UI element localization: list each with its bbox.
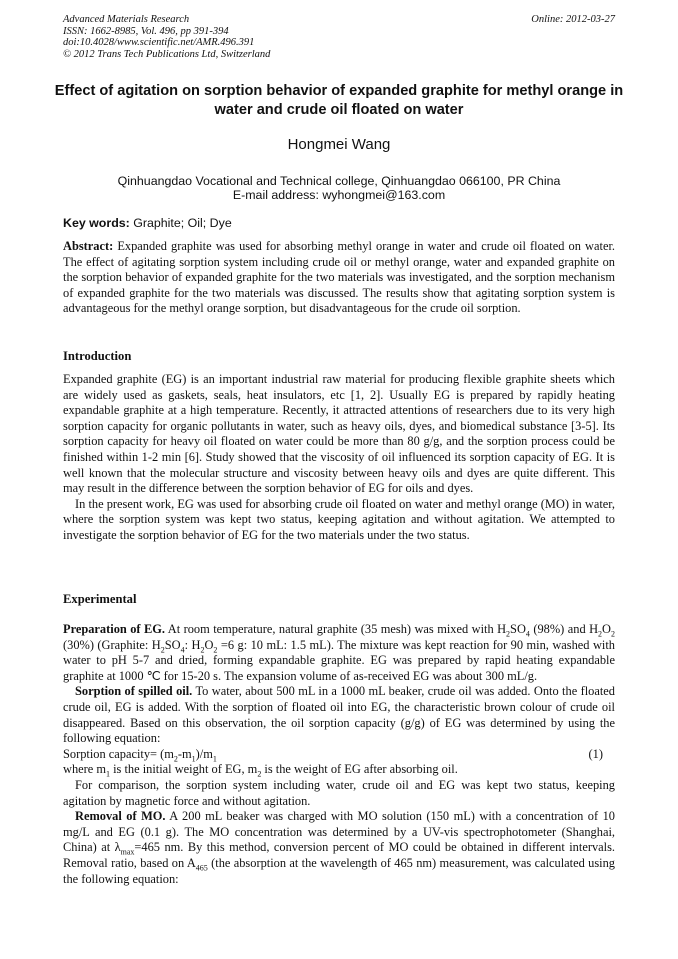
where-part: where m <box>63 762 107 777</box>
equation-number: (1) <box>588 746 603 761</box>
abstract-label: Abstract: <box>63 239 114 253</box>
mo-paragraph <box>63 809 615 887</box>
affiliation-line: Qinhuangdao Vocational and Technical college, Qinhuangdao 066100, PR China <box>117 174 561 188</box>
subscript: 1 <box>212 754 217 764</box>
subscript: 2 <box>200 645 205 655</box>
subscript: 4 <box>180 645 185 655</box>
subscript: 4 <box>525 629 530 639</box>
subscript: 1 <box>106 769 111 779</box>
subscript: 1 <box>191 754 196 764</box>
subscript: max <box>120 847 135 857</box>
spill-label: Sorption of spilled oil. <box>75 684 193 699</box>
prep-text: SO <box>164 637 181 652</box>
where-line <box>63 762 615 778</box>
keywords <box>63 216 232 230</box>
mo-text: A 200 mL beaker was charged with MO solution (150 mL) with a concentration of 10 mg/L and EG (0.1 g). The MO concentration was determined by a UV-vis spectrophotometer (Shanghai, China) at λ <box>63 809 615 855</box>
where-part: is the weight of EG after absorbing oil. <box>261 762 458 777</box>
eq-part: Sorption capacity= (m <box>63 746 174 761</box>
subscript: 2 <box>598 629 603 639</box>
experimental-heading: Experimental <box>63 592 137 606</box>
eq-part: -m <box>177 746 192 761</box>
prep-text: SO <box>510 622 526 636</box>
experimental-body <box>63 622 615 887</box>
subscript: 465 <box>195 863 208 873</box>
subscript: 2 <box>173 754 178 764</box>
prep-text: O <box>602 622 611 636</box>
introduction-body <box>63 372 615 544</box>
keywords-label: Key words: <box>63 216 130 230</box>
online-date: Online: 2012-03-27 <box>531 14 615 25</box>
issn-line: ISSN: 1662-8985, Vol. 496, pp 391-394 <box>63 25 229 37</box>
prep-text: O <box>204 637 214 652</box>
paper-title: Effect of agitation on sorption behavior of expanded graphite for methyl orange in water and crude oil floated on water <box>54 83 624 118</box>
subscript: 2 <box>611 629 615 639</box>
copyright-line: © 2012 Trans Tech Publications Ltd, Switzerland <box>63 48 271 60</box>
doi-line: doi:10.4028/www.scientific.net/AMR.496.391 <box>63 37 255 49</box>
email-line: E-mail address: wyhongmei@163.com <box>232 188 446 203</box>
journal-name: Advanced Materials Research <box>63 14 190 25</box>
eq-part: )/m <box>195 746 213 761</box>
mo-label: Removal of MO. <box>75 809 166 824</box>
prep-text: (30%) (Graphite: H <box>63 637 161 652</box>
affiliation <box>0 174 678 202</box>
prep-text: =6 g: 10 mL: 1.5 mL). The mixture was kept reaction for 90 min, washed with water to pH 5-7 and dried, forming expandable graphite. EG was prepared by rapid heating expandable graphite at 1000 ℃ for 15-20 s. The expansion volume of as-received EG was about 300 mL/g. <box>63 637 615 683</box>
prep-label: Preparation of EG. <box>63 622 165 636</box>
intro-paragraph-1: Expanded graphite (EG) is an important industrial raw material for producing flexible graphite sheets which are widely used as gaskets, seals, heat insulators, etc [1, 2]. Usually EG is prepared by rapidly heating expandable graphite at a high temperature. Recently, it attracted attentions of researchers due to its very high sorption capacity for organic pollutants in water, such as heavy oils, dyes, and biomedical substance [3-5]. Its sorption capacity for heavy oil floated on water could be more than 80 g/g, and the sorption process could be finished within 1-2 min [6]. Study showed that the viscosity of oil influenced its sorption capacity of EG. It is well known that the molecular structure and viscosity between heavy oils and dyes are quite different. This may result in the difference between the sorption behavior of EG for oils and dyes. <box>63 372 615 496</box>
equation-text <box>63 747 217 763</box>
comparison-paragraph: For comparison, the sorption system including water, crude oil and EG was kept two status, keeping agitation by magnetic force and without agitation. <box>63 777 615 808</box>
journal-header <box>63 14 615 60</box>
prep-text: At room temperature, natural graphite (35 mesh) was mixed with H <box>165 622 507 636</box>
introduction-heading: Introduction <box>63 349 132 363</box>
abstract <box>63 239 615 317</box>
subscript: 2 <box>257 769 262 779</box>
where-part: is the initial weight of EG, m <box>110 762 258 777</box>
mo-text: =465 nm. By this method, conversion percent of MO could be obtained in different intervals. Removal ratio, based on A <box>63 840 615 870</box>
intro-paragraph-2: In the present work, EG was used for absorbing crude oil floated on water and methyl orange (MO) in water, where the sorption system was kept two status, keeping agitation and without agitation. We attempted to investigate the sorption behavior of EG for the two materials under the two status. <box>63 496 615 542</box>
spill-text: To water, about 500 mL in a 1000 mL beaker, crude oil was added. Onto the floated crude oil, EG is added. With the sorption of floated oil into EG, the characteristic brown colour of crude oil disappeared. Based on this observation, the oil sorption capacity (g/g) of EG was determined by using the following equation: <box>63 684 616 746</box>
abstract-text: Expanded graphite was used for absorbing methyl orange in water and crude oil floated on water. The effect of agitating sorption system including crude oil or methyl orange, water and expanded graphite on the sorption behavior of expanded graphite for the two materials was investigated, and the sorption mechanism of expanded graphite for the two materials was discussed. The results show that agitating sorption system is advantageous for the methyl orange sorption, but disadvantageous for the crude oil sorption. <box>63 239 615 316</box>
prep-text: (98%) and H <box>529 622 599 636</box>
spill-paragraph <box>63 684 615 746</box>
mo-text: (the absorption at the wavelength of 465 nm) measurement, was calculated using the following equation: <box>63 855 616 886</box>
subscript: 2 <box>506 629 511 639</box>
author-name: Hongmei Wang <box>287 136 391 153</box>
prep-paragraph <box>63 622 615 684</box>
prep-text: : H <box>184 637 201 652</box>
subscript: 2 <box>160 645 165 655</box>
subscript: 2 <box>213 645 218 655</box>
equation-1 <box>63 747 615 763</box>
keywords-text: Graphite; Oil; Dye <box>129 216 232 230</box>
